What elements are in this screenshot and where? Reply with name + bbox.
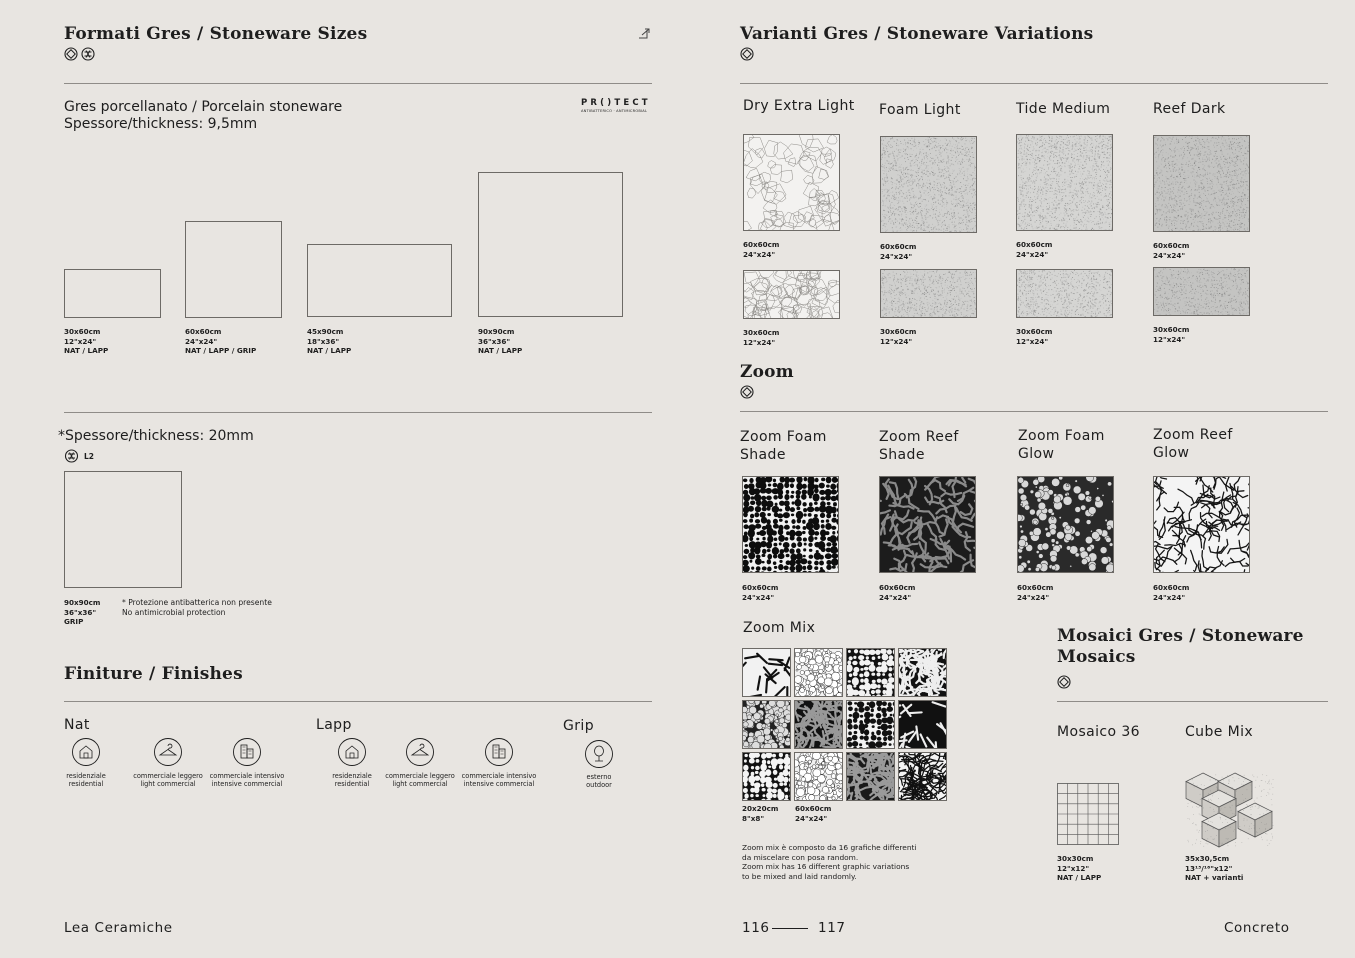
zoom-mix-tile	[742, 648, 791, 697]
variant-caption-foam-60: 60x60cm 24"x24"	[880, 242, 917, 261]
usage-label-en: light commercial	[392, 780, 448, 788]
zoom-label-foam-shade: Zoom Foam Shade	[740, 429, 827, 463]
mosaic-caption-36: 30x30cm 12"x12" NAT / LAPP	[1057, 854, 1102, 882]
divider	[740, 411, 1328, 412]
zoom-caption-1: 60x60cm 24"x24"	[742, 583, 779, 602]
variant-label-tide: Tide Medium	[1016, 101, 1111, 117]
usage-icon-wrap	[484, 737, 514, 771]
page-title-variations: Varianti Gres / Stoneware Variations	[740, 24, 1094, 44]
usage-label-it: esterno	[586, 773, 612, 781]
zoom-mix-tile	[794, 752, 843, 801]
zoom-mix-tile	[794, 648, 843, 697]
usage-label	[454, 772, 544, 788]
usage-icon-wrap	[584, 739, 614, 773]
variant-tile-foam-30x60	[880, 269, 977, 318]
usage-icon-wrap	[71, 737, 101, 771]
zoom-mix-tile	[846, 648, 895, 697]
page-number-dash	[772, 928, 808, 929]
usage-label	[202, 772, 292, 788]
zoom-label-foam-glow: Zoom Foam Glow	[1018, 428, 1105, 462]
size-caption-90x90: 90x90cm 36"x36" NAT / LAPP	[478, 327, 523, 355]
finishes-title: Finiture / Finishes	[64, 664, 243, 684]
size-outline-30x60	[64, 269, 161, 318]
buildings-icon	[484, 737, 514, 767]
divider	[1057, 701, 1328, 702]
zoom-caption-3: 60x60cm 24"x24"	[1017, 583, 1054, 602]
zoom-mix-tile	[742, 752, 791, 801]
usage-label	[41, 772, 131, 788]
hanger-icon	[153, 737, 183, 767]
variant-tile-tide-60x60	[1016, 134, 1113, 231]
finish-nat-label: Nat	[64, 717, 90, 733]
variant-tile-foam-60x60	[880, 136, 977, 233]
variant-tile-dry-60x60	[743, 134, 840, 231]
usage-label-it: residenziale	[66, 772, 106, 780]
protect-diamond-icon	[740, 47, 755, 62]
usage-label-en: light commercial	[140, 780, 196, 788]
zoom-mix-tile	[898, 700, 947, 749]
usage-label-en: residential	[68, 780, 104, 788]
usage-icon-wrap	[232, 737, 262, 771]
page-title-sizes: Formati Gres / Stoneware Sizes	[64, 24, 368, 44]
usage-label	[123, 772, 213, 788]
footer-collection: Concreto	[1224, 920, 1290, 936]
zoom-mix-title: Zoom Mix	[743, 620, 816, 636]
size-caption-45x90: 45x90cm 18"x36" NAT / LAPP	[307, 327, 352, 355]
zoom-mix-grid	[742, 648, 947, 801]
protect-diamond-icon	[65, 48, 77, 60]
mosaic-label-36: Mosaico 36	[1057, 724, 1140, 740]
zoom-tile-foam-glow	[1017, 476, 1114, 573]
variant-tile-reef-30x60	[1153, 267, 1250, 316]
usage-label-it: commerciale intensivo	[461, 772, 537, 780]
usage-label	[554, 773, 644, 789]
variant-label-foam: Foam Light	[879, 102, 961, 118]
usage-icon-wrap	[153, 737, 183, 771]
usage-label-en: residential	[334, 780, 370, 788]
zoom-mix-tile	[898, 752, 947, 801]
finish-grip-label: Grip	[563, 718, 594, 734]
zoom-mix-tile	[898, 648, 947, 697]
zoom-label-reef-shade: Zoom Reef Shade	[879, 429, 959, 463]
footer-brand: Lea Ceramiche	[64, 920, 173, 936]
zoom-tile-reef-shade	[879, 476, 976, 573]
usage-label-it: residenziale	[332, 772, 372, 780]
zoom-label-reef-glow: Zoom Reef Glow	[1153, 427, 1233, 461]
house-icon	[337, 737, 367, 767]
zoom-tile-foam-shade	[742, 476, 839, 573]
divider	[64, 83, 652, 84]
size-outline-60x60	[185, 221, 282, 318]
variant-tile-tide-30x60	[1016, 269, 1113, 318]
tree-icon	[584, 739, 614, 769]
divider	[740, 83, 1328, 84]
size-caption-60x60: 60x60cm 24"x24" NAT / LAPP / GRIP	[185, 327, 257, 355]
variant-caption-dry-30: 30x60cm 12"x24"	[743, 328, 780, 347]
variant-caption-dry-60: 60x60cm 24"x24"	[743, 240, 780, 259]
mosaic-36-grid	[1057, 783, 1119, 845]
zoom-mix-tile	[846, 700, 895, 749]
zoom-mix-note: Zoom mix è composto da 16 grafiche differenti da miscelare con posa random. Zoom mix has 16 different graphic variations to be mixed and laid randomly.	[742, 843, 917, 881]
zoom-tile-reef-glow	[1153, 476, 1250, 573]
zoom-mix-caption-large: 60x60cm 24"x24"	[795, 804, 832, 823]
protect-diamond-icon	[1057, 675, 1072, 690]
cube-mix-drawing	[1183, 771, 1277, 849]
material-subtitle	[64, 99, 342, 133]
zoom-mix-tile	[742, 700, 791, 749]
variant-tile-reef-60x60	[1153, 135, 1250, 232]
thickness-label: Spessore/thickness: 9,5mm	[64, 116, 258, 132]
buildings-icon	[232, 737, 262, 767]
zoom-caption-4: 60x60cm 24"x24"	[1153, 583, 1190, 602]
zoom-mix-tile	[794, 700, 843, 749]
usage-label-it: commerciale intensivo	[209, 772, 285, 780]
mosaic-title: Mosaici Gres / Stoneware Mosaics	[1057, 626, 1304, 667]
zoom-caption-2: 60x60cm 24"x24"	[879, 583, 916, 602]
protection-badges	[64, 47, 96, 62]
zoom-mix-caption-small: 20x20cm 8"x8"	[742, 804, 779, 823]
size-outline-90x90	[478, 172, 623, 317]
page-number-left: 116	[742, 920, 770, 936]
thick-note: * Protezione antibatterica non presente No antimicrobial protection	[122, 598, 272, 617]
protect-logo	[581, 98, 651, 113]
usage-label-it: commerciale leggero	[133, 772, 203, 780]
size-caption-30x60: 30x60cm 12"x24" NAT / LAPP	[64, 327, 109, 355]
usage-label-en: intensive commercial	[211, 780, 283, 788]
protect-diamond-icon	[740, 385, 755, 400]
usage-label	[375, 772, 465, 788]
usage-icon-wrap	[405, 737, 435, 771]
variant-caption-tide-60: 60x60cm 24"x24"	[1016, 240, 1053, 259]
protect-logo-text: PR()TECT	[581, 98, 651, 108]
mosaic-caption-cube: 35x30,5cm 13¹³/¹⁶"x12" NAT + varianti	[1185, 854, 1244, 882]
variant-label-reef: Reef Dark	[1153, 101, 1226, 117]
variant-tile-dry-30x60	[743, 270, 840, 319]
thick-size-caption: 90x90cm 36"x36" GRIP	[64, 598, 101, 626]
protect-tagline: ANTIBATTERICO · ANTIMICROBIAL	[581, 109, 648, 113]
house-icon	[71, 737, 101, 767]
thick-title: *Spessore/thickness: 20mm	[58, 428, 254, 444]
usage-label-it: commerciale leggero	[385, 772, 455, 780]
usage-icon-wrap	[337, 737, 367, 771]
material-name: Gres porcellanato / Porcelain stoneware	[64, 99, 343, 115]
mosaic-label-cube: Cube Mix	[1185, 724, 1254, 740]
page-number-right: 117	[818, 920, 846, 936]
finish-lapp-label: Lapp	[316, 717, 352, 733]
divider	[64, 412, 652, 413]
variant-caption-foam-30: 30x60cm 12"x24"	[880, 327, 917, 346]
zoom-mix-tile	[846, 752, 895, 801]
usage-label-en: outdoor	[586, 781, 612, 789]
zoom-title: Zoom	[740, 362, 794, 382]
variant-caption-reef-60: 60x60cm 24"x24"	[1153, 241, 1190, 260]
usage-label-en: intensive commercial	[463, 780, 535, 788]
variant-caption-tide-30: 30x60cm 12"x24"	[1016, 327, 1053, 346]
size-outline-45x90	[307, 244, 452, 317]
variant-caption-reef-30: 30x60cm 12"x24"	[1153, 325, 1190, 344]
variant-label-dry: Dry Extra Light	[743, 98, 855, 114]
thick-badge: L2	[84, 452, 94, 461]
hanger-icon	[405, 737, 435, 767]
expand-icon[interactable]	[637, 28, 651, 40]
no-protect-icon	[82, 48, 94, 60]
divider	[64, 701, 652, 702]
size-outline-90x90-thick	[64, 471, 182, 588]
no-protect-icon	[64, 449, 80, 463]
